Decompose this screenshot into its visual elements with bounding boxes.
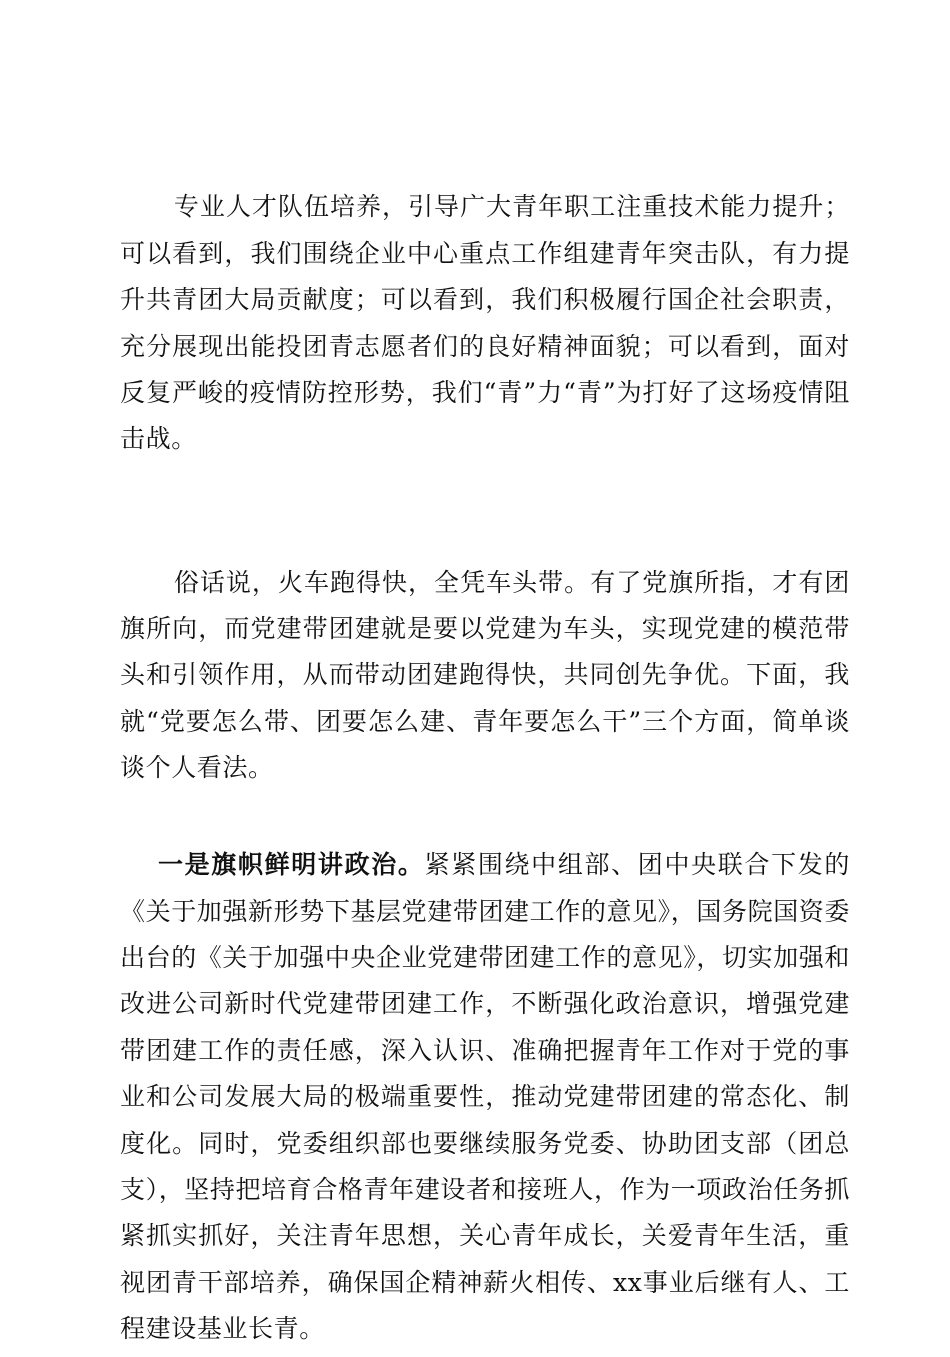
paragraph-continuation [120, 138, 850, 509]
paragraph-lead-heading: 一是旗帜鲜明讲政治。 [158, 850, 425, 880]
document-body [120, 138, 850, 1357]
paragraph-text: 紧紧围绕中组部、团中央联合下发的《关于加强新形势下基层党建带团建工作的意见》，国务院国资委出台的《关于加强中央企业党建带团建工作的意见》，切实加强和改进公司新时代党建带团建工作，不断强化政治意识，增强党建带团建工作的责任感，深入认识、准确把握青年工作对于党的事业和公司发展大局的极端重要性，推动党建带团建的常态化、制度化。同时，党委组织部也要继续服务党委、协助团支部（团总支），坚持把培育合格青年建设者和接班人，作为一项政治任务抓紧抓实抓好，关注青年思想，关心青年成长，关爱青年生活，重视团青干部培养，确保国企精神薪火相传、xx事业后继有人、工程建设基业长青。 [120, 850, 850, 1344]
paragraph-text: 专业人才队伍培养，引导广大青年职工注重技术能力提升；可以看到，我们围绕企业中心重点工作组建青年突击队，有力提升共青团大局贡献度；可以看到，我们积极履行国企社会职责，充分展现出能投团青志愿者们的良好精神面貌；可以看到，面对反复严峻的疫情防控形势，我们“青”力“青”为打好了这场疫情阻击战。 [120, 192, 851, 454]
paragraph-text: 俗话说，火车跑得快，全凭车头带。有了党旗所指，才有团旗所向，而党建带团建就是要以党建为车头，实现党建的模范带头和引领作用，从而带动团建跑得快，共同创先争优。下面，我就“党要怎么带、团要怎么建、青年要怎么干”三个方面，简单谈谈个人看法。 [120, 567, 851, 783]
paragraph-point-one [120, 842, 850, 1352]
paragraph-proverb [120, 513, 850, 838]
